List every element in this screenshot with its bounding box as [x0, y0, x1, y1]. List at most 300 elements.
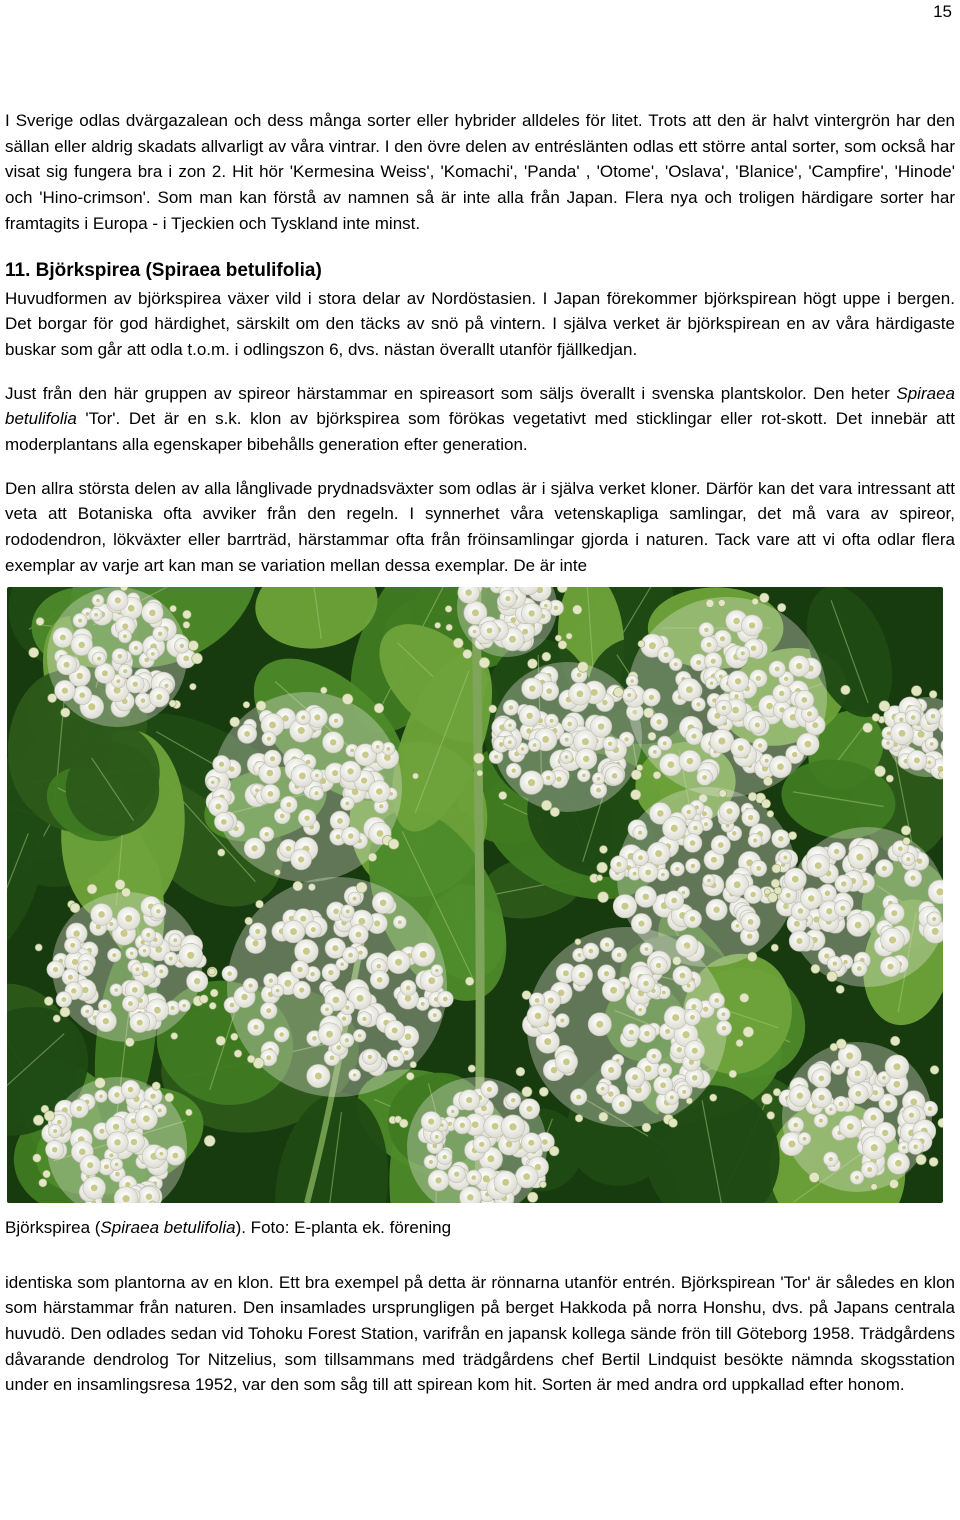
flower-center — [886, 741, 890, 745]
flower-center — [406, 985, 411, 990]
flower-center — [616, 861, 621, 866]
flower-center — [120, 929, 127, 936]
flower-center — [682, 1089, 686, 1093]
flower-center — [358, 917, 365, 924]
flower-center — [435, 1177, 441, 1183]
flower-center — [96, 598, 100, 602]
flower-center — [340, 962, 344, 966]
flower-bud — [44, 996, 53, 1005]
flower-center — [629, 1029, 634, 1034]
flower-center — [300, 915, 306, 921]
flower-center — [99, 1094, 103, 1098]
flower-center — [473, 629, 477, 633]
flower-center — [753, 838, 757, 842]
flower-center — [158, 631, 162, 635]
flower-center — [523, 1173, 530, 1180]
flower-center — [738, 745, 744, 751]
flower-center — [577, 672, 582, 677]
flower-bud — [200, 994, 208, 1002]
flower-bud — [183, 621, 190, 628]
flower-center — [544, 1038, 551, 1045]
flower-bud — [771, 944, 778, 951]
flower-bud — [230, 717, 240, 727]
flower-center — [392, 1027, 398, 1033]
flower-center — [253, 1024, 258, 1029]
flower-bud — [830, 1043, 838, 1051]
flower-bud — [930, 1065, 939, 1074]
flower-center — [563, 1058, 570, 1065]
flower-center — [511, 617, 517, 623]
flower-center — [928, 1106, 933, 1111]
flower-center — [527, 712, 533, 718]
flower-center — [662, 990, 666, 994]
flower-center — [268, 791, 274, 797]
flower-bud — [33, 1153, 41, 1161]
flower-center — [798, 908, 803, 913]
flower-bud — [218, 848, 225, 855]
flower-center — [428, 977, 435, 984]
flower-center — [183, 655, 189, 661]
flower-bud — [247, 1055, 255, 1063]
flower-center — [829, 1107, 833, 1111]
flower-center — [70, 942, 75, 947]
flower-center — [280, 813, 285, 818]
flower-bud — [706, 599, 714, 607]
flower-bud — [192, 653, 203, 664]
flower-center — [479, 1141, 484, 1146]
flower-center — [88, 703, 95, 710]
flower-center — [691, 733, 696, 738]
flower-center — [887, 963, 893, 969]
flower-center — [86, 612, 90, 616]
flower-center — [211, 780, 215, 784]
flower-center — [721, 1012, 725, 1016]
flower-center — [112, 953, 116, 957]
flower-center — [649, 642, 656, 649]
flower-bud — [190, 683, 197, 690]
flower-center — [173, 938, 177, 942]
flower-center — [94, 612, 98, 616]
flower-center — [829, 1157, 833, 1161]
flower-center — [682, 1031, 689, 1038]
flower-bud — [875, 765, 886, 776]
flower-center — [311, 927, 316, 932]
flower-center — [494, 754, 498, 758]
flower-bud — [412, 772, 418, 778]
flower-center — [690, 916, 695, 921]
flower-center — [522, 628, 528, 634]
flower-center — [114, 1092, 119, 1097]
flower-center — [826, 908, 832, 914]
flower-center — [812, 722, 818, 728]
flower-center — [298, 727, 305, 734]
flower-center — [353, 896, 357, 900]
paragraph-intro: I Sverige odlas dvärgazalean och dess många sorter eller hybrider alldeles för litet. Trots att den är halvt vintergrön har den sällan eller aldrig skadats allvarligt av våra vintrar. I den övre delen av entréslänten odlas ett större antal sorter, som också har visat sig fungera bra i zon 2. Hit hör 'Kermesina Weiss', 'Komachi', 'Panda' , 'Otome', 'Oslava', 'Blanice', 'Campfire', 'Hinode' och 'Hino-crimson'. Som man kan förstå av namnen så är inte alla från Japan. Flera nya och troligen härdigare sorter har framtagits i Europa - i Tjeckien och Tyskland inte minst. — [5, 111, 955, 233]
flower-bud — [489, 704, 497, 712]
flower-center — [718, 737, 725, 744]
flower-bud — [410, 1061, 417, 1068]
flower-center — [779, 690, 784, 695]
flower-bud — [70, 902, 80, 912]
flower-center — [128, 1086, 134, 1092]
flower-center — [135, 967, 139, 971]
flower-center — [833, 961, 838, 966]
flower-center — [682, 890, 686, 894]
spirea-photo — [7, 587, 943, 1203]
flower-bud — [772, 864, 781, 873]
flower-center — [376, 788, 383, 795]
flower-center — [451, 1109, 455, 1113]
flower-bud — [188, 640, 198, 650]
flower-bud — [256, 700, 266, 710]
flower-center — [62, 997, 67, 1002]
flower-center — [356, 931, 362, 937]
flower-center — [146, 932, 150, 936]
flower-bud — [767, 1111, 775, 1119]
flower-center — [428, 1118, 434, 1124]
flower-center — [911, 715, 916, 720]
flower-center — [502, 1178, 509, 1185]
flower-bud — [743, 1026, 754, 1037]
flower-center — [910, 875, 915, 880]
flower-center — [333, 908, 339, 914]
flower-bud — [890, 1036, 899, 1045]
flower-center — [644, 947, 648, 951]
flower-center — [98, 911, 105, 918]
flower-center — [528, 779, 535, 786]
flower-center — [619, 1101, 625, 1107]
flower-center — [918, 730, 925, 737]
flower-bud — [777, 603, 785, 611]
flower-center — [267, 736, 271, 740]
flower-center — [660, 1082, 666, 1088]
flower-center — [882, 865, 887, 870]
flower-center — [638, 920, 644, 926]
flower-center — [856, 853, 863, 860]
flower-center — [932, 927, 939, 934]
flower-center — [330, 1055, 335, 1060]
flower-center — [122, 623, 128, 629]
flower-center — [696, 659, 701, 664]
flower-center — [846, 1052, 853, 1059]
flower-bud — [809, 1172, 819, 1182]
flower-center — [906, 857, 910, 861]
flower-bud — [555, 634, 561, 640]
flower-center — [655, 850, 662, 857]
flower-center — [748, 814, 753, 819]
flower-center — [521, 747, 525, 751]
flower-center — [103, 1018, 109, 1024]
flower-center — [652, 1053, 657, 1058]
flower-center — [630, 679, 634, 683]
flower-center — [756, 675, 761, 680]
flower-center — [855, 921, 862, 928]
flower-center — [608, 741, 612, 745]
flower-center — [299, 987, 304, 992]
flower-center — [159, 1151, 163, 1155]
flower-center — [550, 718, 554, 722]
flower-center — [899, 717, 903, 721]
flower-center — [53, 1129, 57, 1133]
flower-center — [819, 1075, 825, 1081]
flower-center — [460, 1122, 465, 1127]
flower-bud — [669, 1118, 678, 1127]
flower-center — [269, 978, 273, 982]
flower-center — [465, 589, 472, 596]
flower-center — [680, 972, 686, 978]
flower-bud — [599, 845, 607, 853]
flower-center — [808, 895, 814, 901]
flower-center — [556, 776, 561, 781]
flower-center — [350, 748, 354, 752]
flower-center — [215, 803, 221, 809]
flower-center — [123, 669, 127, 673]
flower-center — [638, 830, 642, 834]
flower-center — [315, 773, 319, 777]
flower-bud — [204, 1135, 215, 1146]
tor-species-name: Spiraea betulifolia — [5, 383, 955, 429]
flower-center — [357, 994, 364, 1001]
flower-center — [546, 688, 552, 694]
flower-center — [252, 940, 258, 946]
flower-bud — [762, 799, 771, 808]
flower-center — [435, 1134, 439, 1138]
flower-center — [734, 694, 739, 699]
flower-bud — [245, 917, 253, 925]
flower-center — [803, 1136, 807, 1140]
flower-center — [733, 617, 740, 624]
flower-bud — [761, 1093, 772, 1104]
flower-center — [68, 974, 73, 979]
flower-center — [758, 743, 762, 747]
flower-center — [602, 699, 607, 704]
flower-center — [131, 1138, 137, 1144]
flower-center — [722, 1025, 727, 1030]
flower-center — [345, 801, 349, 805]
flower-bud — [399, 1119, 408, 1128]
flower-center — [505, 596, 510, 601]
flower-center — [825, 890, 830, 895]
flower-center — [314, 791, 318, 795]
flower-center — [645, 869, 651, 875]
flower-bud — [879, 700, 890, 711]
page-number: 15 — [933, 2, 952, 21]
flower-center — [348, 833, 354, 839]
flower-center — [638, 855, 643, 860]
flower-center — [255, 928, 260, 933]
flower-center — [691, 863, 695, 867]
flower-bud — [29, 647, 39, 657]
flower-center — [893, 1080, 900, 1087]
flower-bud — [389, 838, 399, 848]
flower-center — [696, 702, 700, 706]
flower-bud — [374, 703, 384, 713]
flower-center — [528, 1139, 534, 1145]
flower-bud — [929, 1157, 938, 1166]
flower-center — [672, 1014, 679, 1021]
flower-bud — [274, 869, 280, 875]
flower-center — [910, 1098, 917, 1105]
flower-center — [487, 627, 493, 633]
flower-center — [563, 970, 569, 976]
flower-center — [793, 1122, 798, 1127]
flower-center — [887, 731, 891, 735]
flower-center — [109, 1153, 113, 1157]
flower-center — [97, 656, 101, 660]
flower-bud — [125, 1037, 134, 1046]
flower-center — [734, 881, 741, 888]
flower-center — [707, 878, 711, 882]
flower-center — [266, 1008, 271, 1013]
flower-center — [511, 1097, 516, 1102]
flower-bud — [599, 1112, 608, 1121]
flower-center — [182, 1003, 186, 1007]
flower-center — [154, 1006, 161, 1013]
caption-pre: Björkspirea ( — [5, 1217, 101, 1237]
flower-center — [53, 966, 58, 971]
flower-bud — [152, 1081, 160, 1089]
flower-center — [677, 1047, 682, 1052]
flower-center — [889, 936, 896, 943]
flower-center — [686, 809, 691, 814]
flower-bud — [541, 800, 551, 810]
flower-center — [726, 808, 732, 814]
flower-center — [766, 702, 773, 709]
flower-center — [227, 971, 232, 976]
flower-center — [794, 920, 800, 926]
flower-bud — [33, 1115, 43, 1125]
flower-center — [671, 824, 678, 831]
flower-center — [551, 1066, 557, 1072]
flower-bud — [61, 707, 70, 716]
flower-center — [815, 862, 822, 869]
flower-center — [605, 942, 609, 946]
flower-center — [577, 690, 584, 697]
flower-center — [661, 872, 665, 876]
flower-center — [834, 848, 839, 853]
flower-center — [393, 1055, 398, 1060]
flower-center — [114, 1139, 120, 1145]
flower-center — [735, 678, 741, 684]
flower-center — [674, 662, 678, 666]
caption-post: ). Foto: E-planta ek. förening — [235, 1217, 452, 1237]
flower-center — [649, 694, 654, 699]
flower-center — [703, 1006, 708, 1011]
flower-center — [824, 953, 829, 958]
flower-bud — [871, 1183, 877, 1189]
flower-center — [778, 836, 783, 841]
flower-center — [334, 718, 338, 722]
spirea-photo-illustration — [7, 587, 943, 1203]
flower-center — [692, 1047, 698, 1053]
flower-bud — [39, 1178, 47, 1186]
flower-center — [792, 875, 799, 882]
flower-center — [596, 787, 601, 792]
flower-bud — [540, 1181, 547, 1188]
flower-bud — [747, 952, 757, 962]
flower-center — [187, 951, 194, 958]
flower-center — [404, 1050, 408, 1054]
flower-center — [847, 1123, 854, 1130]
flower-bud — [558, 640, 567, 649]
flower-bud — [320, 687, 327, 694]
flower-center — [143, 948, 147, 952]
flower-center — [588, 948, 593, 953]
flower-center — [932, 916, 936, 920]
flower-center — [115, 1171, 120, 1176]
flower-bud — [736, 1039, 743, 1046]
flower-center — [221, 819, 227, 825]
flower-center — [472, 1121, 479, 1128]
flower-center — [358, 1033, 362, 1037]
flower-center — [264, 832, 268, 836]
flower-center — [702, 775, 707, 780]
flower-center — [693, 825, 698, 830]
flower-bud — [642, 1123, 651, 1132]
flower-bud — [653, 771, 661, 779]
flower-center — [895, 1159, 902, 1166]
flower-center — [819, 1118, 823, 1122]
flower-center — [244, 730, 250, 736]
flower-bud — [356, 882, 367, 893]
flower-bud — [209, 1002, 216, 1009]
flower-bud — [122, 887, 131, 896]
flower-bud — [186, 1109, 193, 1116]
flower-bud — [165, 1093, 174, 1102]
flower-center — [109, 922, 113, 926]
flower-center — [792, 751, 797, 756]
flower-center — [687, 757, 694, 764]
flower-bud — [550, 807, 559, 816]
flower-center — [353, 1073, 357, 1077]
flower-center — [103, 1004, 107, 1008]
flower-center — [667, 761, 674, 768]
flower-bud — [256, 900, 264, 908]
flower-center — [870, 1114, 876, 1120]
flower-center — [376, 745, 380, 749]
flower-center — [169, 956, 173, 960]
flower-center — [362, 1016, 366, 1020]
flower-center — [909, 1112, 914, 1117]
flower-center — [472, 609, 479, 616]
flower-center — [123, 634, 127, 638]
flower-bud — [788, 831, 796, 839]
flower-center — [914, 757, 920, 763]
flower-center — [722, 705, 727, 710]
flower-bud — [115, 879, 125, 889]
flower-center — [535, 1163, 541, 1169]
flower-center — [604, 971, 609, 976]
flower-center — [645, 1065, 652, 1072]
flower-center — [632, 1074, 638, 1080]
flower-center — [332, 945, 338, 951]
flower-bud — [631, 769, 641, 779]
flower-center — [241, 993, 247, 999]
flower-center — [337, 818, 343, 824]
flower-bud — [763, 776, 772, 785]
flower-bud — [528, 658, 538, 668]
flower-center — [128, 604, 135, 611]
flower-center — [386, 746, 390, 750]
flower-center — [788, 1140, 795, 1147]
flower-bud — [231, 1033, 238, 1040]
flower-center — [839, 1101, 844, 1106]
flower-center — [82, 986, 88, 992]
flower-center — [104, 1164, 109, 1169]
flower-center — [345, 1038, 349, 1042]
flower-center — [690, 1014, 695, 1019]
flower-center — [671, 897, 677, 903]
